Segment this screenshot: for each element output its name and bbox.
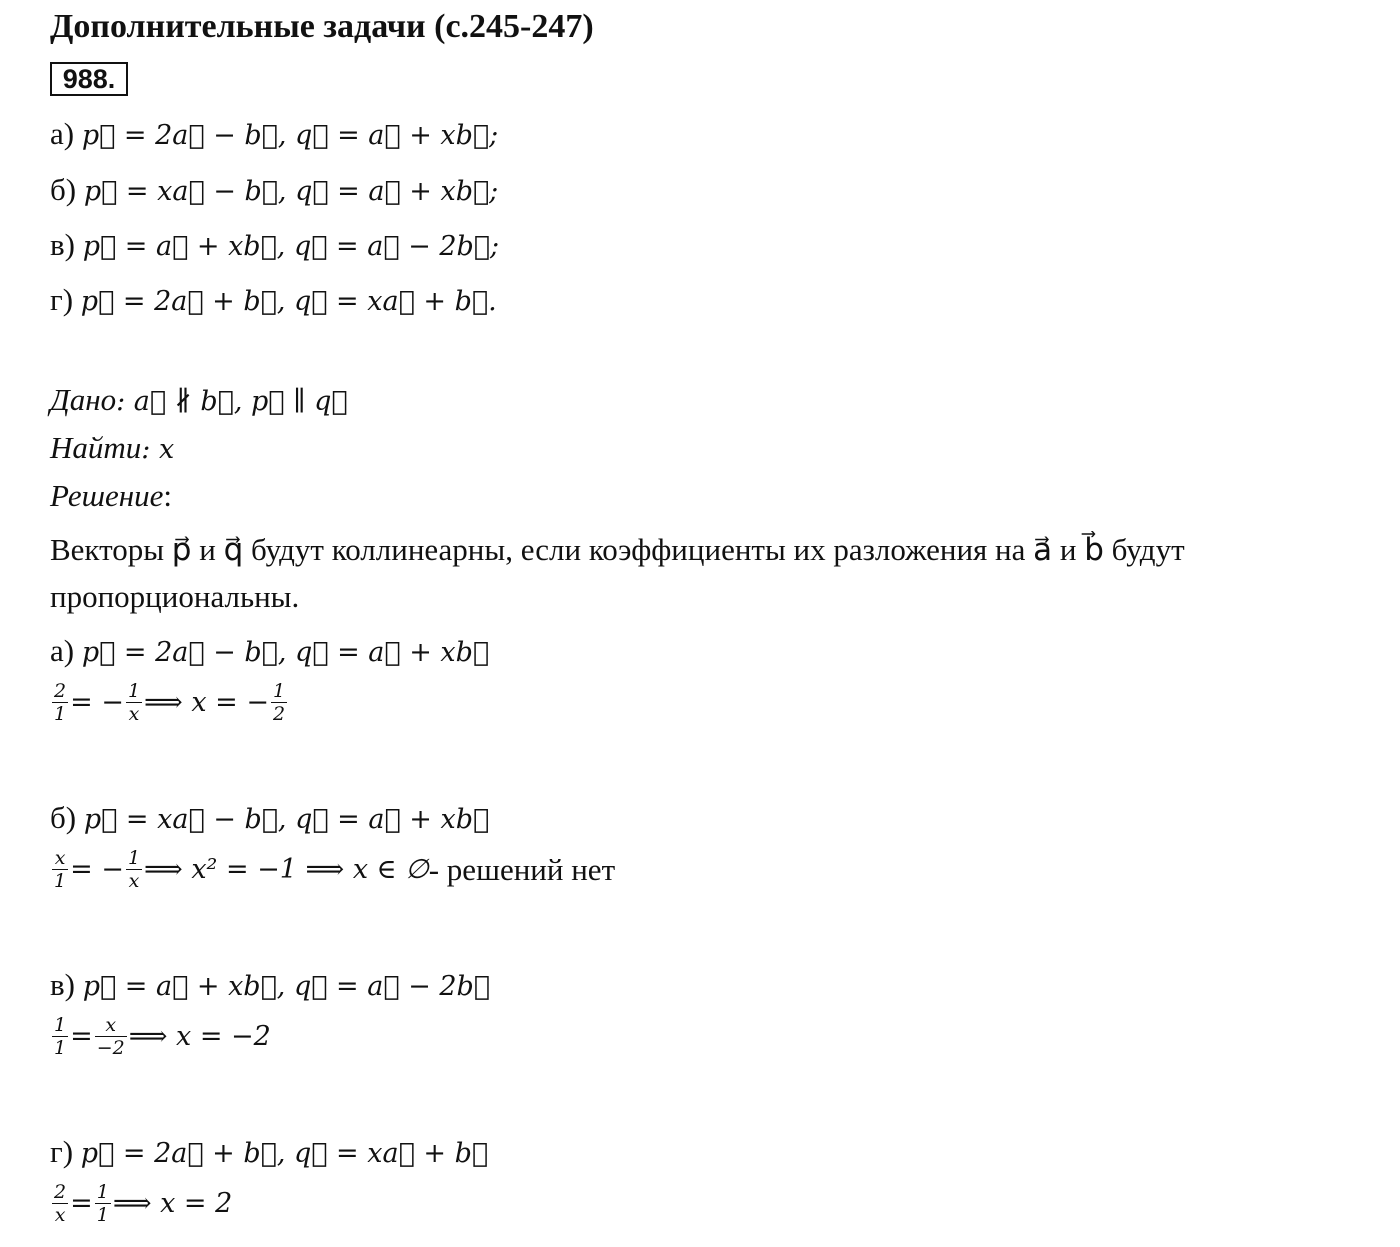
given-label: Дано: [50, 382, 117, 417]
case-d-header: [50, 1132, 488, 1174]
case-b-equation: $\frac{x}{1}$ = − $\frac{1}{x}$ ⟹ x² = −1 ⟹ x ∈ ∅- решений нет: [54, 847, 616, 892]
explanation-line-2: пропорциональны.: [50, 579, 300, 614]
case-label: а): [50, 633, 75, 668]
condition-b: [50, 170, 498, 212]
condition-c: [50, 225, 499, 267]
find-line: [50, 428, 174, 470]
explanation-line-1: Векторы p⃗ и q⃗ будут коллинеарны, если коэффициенты их разложения на a⃗ и b⃗ будут: [50, 532, 1185, 567]
case-d-equation: $\frac{2}{x}$ = $\frac{1}{1}$ ⟹ x = 2: [54, 1181, 233, 1226]
case-c-equation: $\frac{1}{1}$ = $\frac{x}{-2}$ ⟹ x = −2: [54, 1014, 271, 1059]
fraction: $\frac{1}{x}$: [127, 847, 141, 892]
solution-label: Решение: [50, 478, 164, 513]
case-expression: p⃗ = xa⃗ − b⃗, q⃗ = a⃗ + xb⃗: [83, 804, 490, 835]
no-solutions-text: - решений нет: [428, 851, 616, 887]
given-line: [50, 380, 348, 422]
condition-expression: p⃗ = 2a⃗ − b⃗, q⃗ = a⃗ + xb⃗;: [81, 120, 499, 151]
solution-colon: :: [163, 478, 172, 513]
condition-label: г): [50, 282, 74, 317]
fraction: $\frac{1}{1}$: [54, 1014, 67, 1059]
case-expression: p⃗ = 2a⃗ − b⃗, q⃗ = a⃗ + xb⃗: [81, 637, 490, 668]
fraction: $\frac{x}{-2}$: [96, 1014, 125, 1059]
case-expression: p⃗ = a⃗ + xb⃗, q⃗ = a⃗ − 2b⃗: [82, 971, 490, 1002]
fraction: $\frac{1}{x}$: [127, 680, 141, 725]
condition-label: в): [50, 227, 75, 262]
fraction: $\frac{1}{1}$: [96, 1181, 109, 1226]
find-label: Найти: [50, 430, 142, 465]
case-a-equation: $\frac{2}{1}$ = − $\frac{1}{x}$ ⟹ x = − $\frac{1}{2}$: [54, 680, 286, 725]
case-c-header: [50, 965, 490, 1007]
condition-expression: p⃗ = a⃗ + xb⃗, q⃗ = a⃗ − 2b⃗;: [82, 231, 500, 262]
case-expression: p⃗ = 2a⃗ + b⃗, q⃗ = xa⃗ + b⃗: [80, 1138, 489, 1169]
case-label: в): [50, 967, 75, 1002]
case-a-header: [50, 631, 489, 673]
case-label: б): [50, 800, 77, 835]
problem-number-badge: 988.: [50, 62, 128, 96]
fraction: $\frac{1}{2}$: [272, 680, 286, 725]
condition-expression: p⃗ = xa⃗ − b⃗, q⃗ = a⃗ + xb⃗;: [83, 176, 499, 207]
condition-a: [50, 114, 498, 156]
fraction: $\frac{2}{x}$: [54, 1181, 67, 1226]
condition-label: а): [50, 116, 75, 151]
case-b-header: [50, 798, 489, 840]
case-label: г): [50, 1134, 74, 1169]
find-expression: : x: [141, 434, 175, 465]
given-expression: : a⃗ ∦ b⃗, p⃗ ∥ q⃗: [116, 386, 348, 417]
condition-label: б): [50, 172, 77, 207]
fraction: $\frac{x}{1}$: [54, 847, 67, 892]
fraction: $\frac{2}{1}$: [54, 680, 67, 725]
condition-expression: p⃗ = 2a⃗ + b⃗, q⃗ = xa⃗ + b⃗.: [80, 286, 497, 317]
condition-d: [50, 280, 497, 322]
page-title: Дополнительные задачи (с.245-247): [50, 8, 594, 45]
solution-heading: [50, 476, 172, 516]
